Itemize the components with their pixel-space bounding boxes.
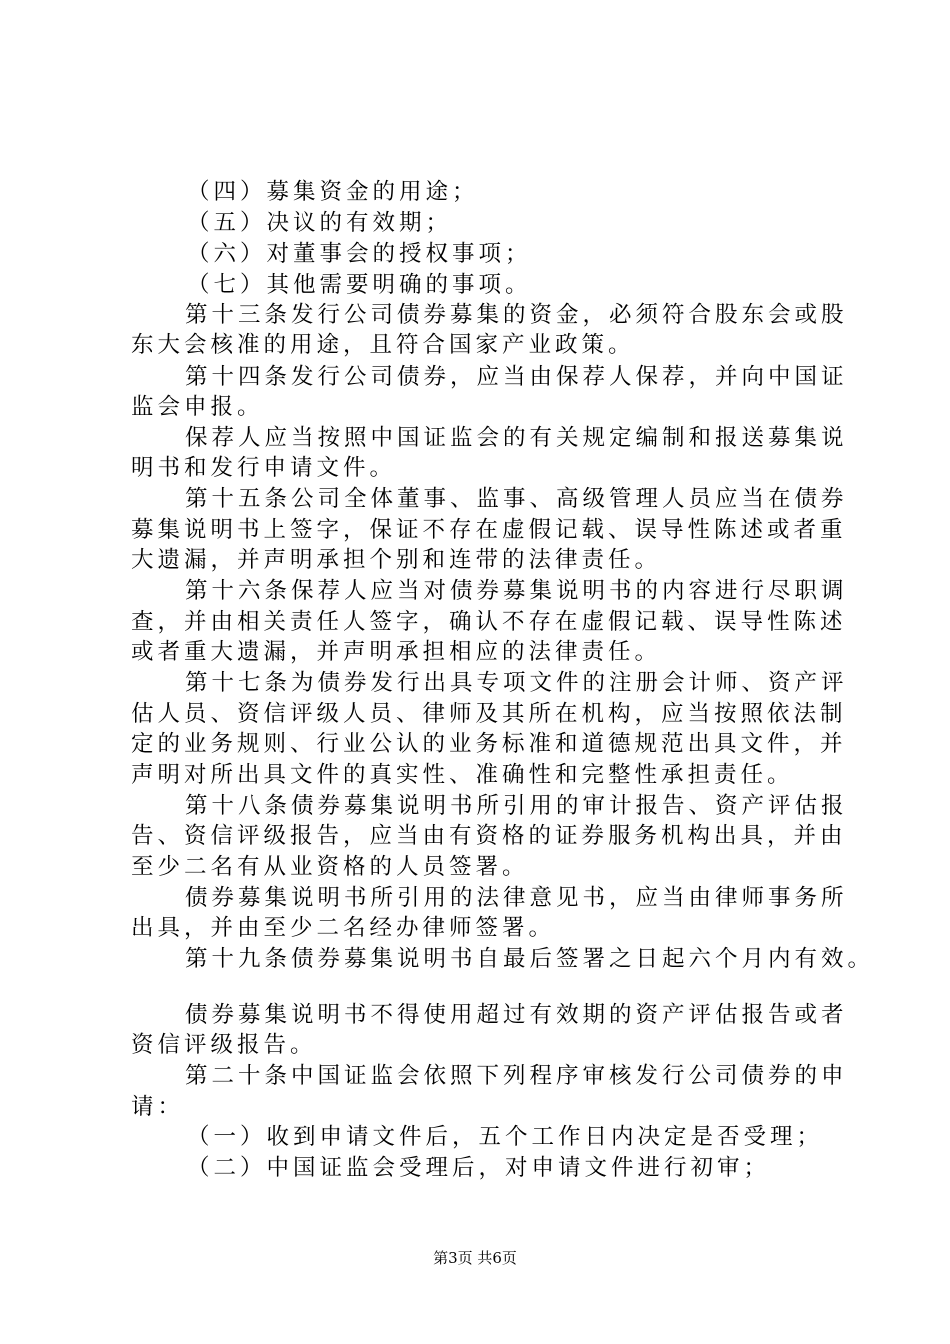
text-line: 资信评级报告。 bbox=[131, 1032, 317, 1058]
text-line: 至少二名有从业资格的人员签署。 bbox=[131, 854, 529, 880]
text-line: 定的业务规则、行业公认的业务标准和道德规范出具文件，并 bbox=[131, 731, 847, 757]
text-line: （七）其他需要明确的事项。 bbox=[187, 272, 532, 298]
text-line: 东大会核准的用途，且符合国家产业政策。 bbox=[131, 332, 635, 358]
text-line: 第十七条为债券发行出具专项文件的注册会计师、资产评 bbox=[185, 670, 848, 696]
page-number: 第3页 共6页 bbox=[433, 1249, 517, 1267]
text-line: （二）中国证监会受理后，对申请文件进行初审； bbox=[187, 1155, 771, 1181]
text-line: 第十五条公司全体董事、监事、高级管理人员应当在债券 bbox=[185, 486, 848, 512]
text-line: 第十八条债券募集说明书所引用的审计报告、资产评估报 bbox=[185, 793, 848, 819]
text-line: （六）对董事会的授权事项； bbox=[187, 241, 532, 267]
text-line: 第十四条发行公司债券，应当由保荐人保荐，并向中国证 bbox=[185, 364, 848, 390]
text-line: 大遗漏，并声明承担个别和连带的法律责任。 bbox=[131, 547, 662, 573]
text-line: （一）收到申请文件后，五个工作日内决定是否受理； bbox=[187, 1124, 824, 1150]
text-line: 第二十条中国证监会依照下列程序审核发行公司债券的申 bbox=[185, 1063, 848, 1089]
text-line: 请： bbox=[131, 1094, 185, 1120]
text-line: 第十六条保荐人应当对债券募集说明书的内容进行尽职调 bbox=[185, 578, 848, 604]
text-line: 第十九条债券募集说明书自最后签署之日起六个月内有效。 bbox=[185, 946, 875, 972]
text-line: 估人员、资信评级人员、律师及其所在机构，应当按照依法制 bbox=[131, 701, 847, 727]
text-line: （四）募集资金的用途； bbox=[187, 179, 479, 205]
text-line: 债券募集说明书不得使用超过有效期的资产评估报告或者 bbox=[185, 1002, 848, 1028]
text-line: 明书和发行申请文件。 bbox=[131, 455, 397, 481]
text-line: 声明对所出具文件的真实性、准确性和完整性承担责任。 bbox=[131, 762, 794, 788]
text-line: 监会申报。 bbox=[131, 394, 264, 420]
text-line: 或者重大遗漏，并声明承担相应的法律责任。 bbox=[131, 639, 662, 665]
text-line: 第十三条发行公司债券募集的资金，必须符合股东会或股 bbox=[185, 302, 848, 328]
text-line: 告、资信评级报告，应当由有资格的证券服务机构出具，并由 bbox=[131, 823, 847, 849]
text-line: 查，并由相关责任人签字，确认不存在虚假记载、误导性陈述 bbox=[131, 609, 847, 635]
text-line: 募集说明书上签字，保证不存在虚假记载、误导性陈述或者重 bbox=[131, 517, 847, 543]
text-line: 出具，并由至少二名经办律师签署。 bbox=[131, 915, 556, 941]
text-line: 保荐人应当按照中国证监会的有关规定编制和报送募集说 bbox=[185, 425, 848, 451]
text-line: 债券募集说明书所引用的法律意见书，应当由律师事务所 bbox=[185, 885, 848, 911]
text-line: （五）决议的有效期； bbox=[187, 210, 453, 236]
